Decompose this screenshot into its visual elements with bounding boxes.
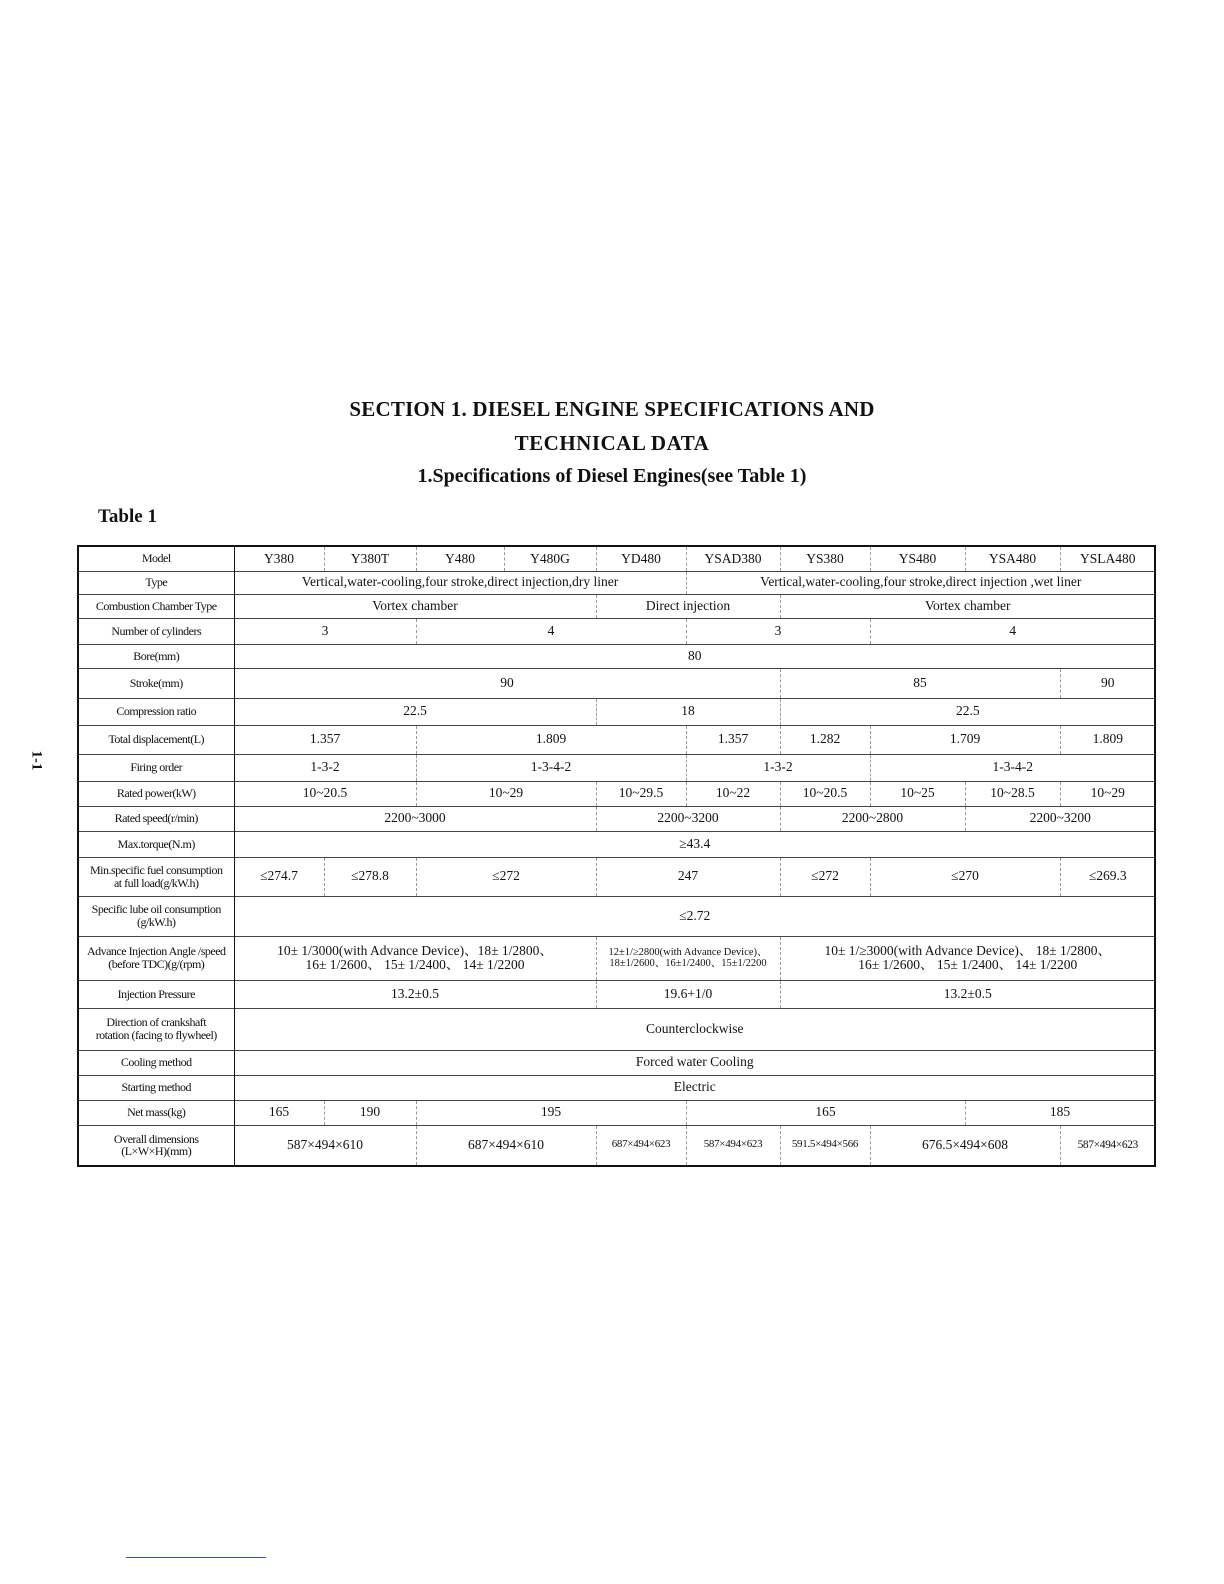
value-cell: 10~29 (1060, 781, 1155, 806)
row-label-line: (before TDC)(g/(rpm) (108, 957, 205, 971)
value-cell: 10~29 (416, 781, 596, 806)
value-cell: 2200~3200 (596, 806, 780, 831)
row-label: Compression ratio (78, 698, 234, 725)
value-cell: 4 (416, 618, 686, 644)
value-cell: 190 (324, 1100, 416, 1125)
value-line: 12±1/≥2800(with Advance Device)、 (608, 946, 768, 958)
row-label-line: Overall dimensions (113, 1131, 199, 1146)
value-cell: ≤269.3 (1060, 857, 1155, 896)
value-cell: 85 (780, 668, 1060, 698)
model-cell: YS380 (780, 546, 870, 571)
value-cell: Vortex chamber (234, 594, 596, 618)
model-cell: YSAD380 (686, 546, 780, 571)
value-cell: 10~29.5 (596, 781, 686, 806)
value-cell: 22.5 (780, 698, 1155, 725)
value-cell (234, 936, 596, 980)
footnote-rule (126, 1557, 266, 1558)
value-cell: 1-3-4-2 (870, 754, 1155, 781)
value-cell: 10~28.5 (965, 781, 1060, 806)
value-cell: 4 (870, 618, 1155, 644)
row-fuel (78, 857, 1155, 896)
table-caption: Table 1 (98, 506, 157, 527)
row-label (78, 896, 234, 936)
row-label: Number of cylinders (78, 618, 234, 644)
row-label-line: Specific lube oil consumption (91, 902, 221, 917)
row-compression (78, 698, 1155, 725)
row-label-line: Min.specific fuel consumption (90, 862, 223, 877)
value-cell: ≤272 (416, 857, 596, 896)
model-cell: YS480 (870, 546, 965, 571)
value-cell: 18 (596, 698, 780, 725)
value-cell: 1.709 (870, 725, 1060, 754)
spec-table (77, 545, 1156, 1167)
row-speed (78, 806, 1155, 831)
row-power (78, 781, 1155, 806)
value-cell: 13.2±0.5 (234, 980, 596, 1008)
row-label: Bore(mm) (78, 644, 234, 668)
row-lube (78, 896, 1155, 936)
value-cell: 587×494×623 (686, 1125, 780, 1166)
row-label-line: (L×W×H)(mm) (121, 1144, 192, 1159)
value-cell: 591.5×494×566 (780, 1125, 870, 1166)
value-cell: 2200~2800 (780, 806, 965, 831)
row-label: Cooling method (78, 1050, 234, 1075)
value-cell: 10~25 (870, 781, 965, 806)
row-label (78, 936, 234, 980)
row-label-line: rotation (facing to flywheel) (95, 1028, 217, 1042)
value-line: 18±1/2600、16±1/2400、15±1/2200 (609, 958, 767, 969)
value-cell: 1.809 (416, 725, 686, 754)
row-torque (78, 831, 1155, 857)
row-label (78, 1125, 234, 1166)
value-cell: 1.357 (234, 725, 416, 754)
section-heading: SECTION 1. DIESEL ENGINE SPECIFICATIONS AND (349, 397, 875, 421)
row-label: Injection Pressure (78, 980, 234, 1008)
value-line: 16± 1/2600、 15± 1/2400、 14± 1/2200 (858, 957, 1078, 972)
value-cell: 3 (234, 618, 416, 644)
row-pressure (78, 980, 1155, 1008)
value-cell: 587×494×623 (1060, 1125, 1155, 1166)
row-label: Firing order (78, 754, 234, 781)
model-cell: YSA480 (965, 546, 1060, 571)
row-label (78, 1008, 234, 1050)
row-mass (78, 1100, 1155, 1125)
value-line: 10± 1/≥3000(with Advance Device)、 18± 1/2800、 (824, 942, 1112, 958)
value-cell: ≤2.72 (234, 896, 1155, 936)
value-cell: 587×494×610 (234, 1125, 416, 1166)
row-type (78, 571, 1155, 594)
row-cylinders (78, 618, 1155, 644)
value-cell: ≤274.7 (234, 857, 324, 896)
row-dims (78, 1125, 1155, 1166)
value-cell: Direct injection (596, 594, 780, 618)
row-stroke (78, 668, 1155, 698)
row-label: Stroke(mm) (78, 668, 234, 698)
value-cell: 2200~3200 (965, 806, 1155, 831)
value-cell: ≤272 (780, 857, 870, 896)
value-cell: 1.282 (780, 725, 870, 754)
value-cell: 80 (234, 644, 1155, 668)
value-cell: 1-3-4-2 (416, 754, 686, 781)
row-label-line: at full load(g/kW.h) (113, 875, 199, 890)
value-cell: 3 (686, 618, 870, 644)
value-cell: 10~20.5 (780, 781, 870, 806)
value-cell: 90 (1060, 668, 1155, 698)
row-displacement (78, 725, 1155, 754)
model-cell: Y480 (416, 546, 504, 571)
row-firing (78, 754, 1155, 781)
subheading: 1.Specifications of Diesel Engines(see Table 1) (417, 465, 807, 487)
value-cell: 1-3-2 (234, 754, 416, 781)
value-cell: Vertical,water-cooling,four stroke,direct injection,dry liner (234, 571, 686, 594)
value-cell: 10~20.5 (234, 781, 416, 806)
value-cell: 22.5 (234, 698, 596, 725)
model-cell: Y480G (504, 546, 596, 571)
value-cell: Vertical,water-cooling,four stroke,direct injection ,wet liner (686, 571, 1155, 594)
value-cell: ≤270 (870, 857, 1060, 896)
row-label: Model (78, 546, 234, 571)
row-label: Combustion Chamber Type (78, 594, 234, 618)
value-cell: 687×494×610 (416, 1125, 596, 1166)
value-cell: 185 (965, 1100, 1155, 1125)
value-cell: 2200~3000 (234, 806, 596, 831)
model-cell: Y380T (324, 546, 416, 571)
row-combustion (78, 594, 1155, 618)
value-line: 16± 1/2600、 15± 1/2400、 14± 1/2200 (305, 957, 525, 972)
value-cell: Counterclockwise (234, 1008, 1155, 1050)
row-label: Max.torque(N.m) (78, 831, 234, 857)
value-cell: 195 (416, 1100, 686, 1125)
value-cell: ≥43.4 (234, 831, 1155, 857)
row-label: Starting method (78, 1075, 234, 1100)
row-label: Type (78, 571, 234, 594)
value-cell: 1-3-2 (686, 754, 870, 781)
row-label: Net mass(kg) (78, 1100, 234, 1125)
model-cell: YSLA480 (1060, 546, 1155, 571)
value-cell: 10~22 (686, 781, 780, 806)
row-label: Total displacement(L) (78, 725, 234, 754)
model-cell: Y380 (234, 546, 324, 571)
value-cell: Vortex chamber (780, 594, 1155, 618)
model-cell: YD480 (596, 546, 686, 571)
value-cell: ≤278.8 (324, 857, 416, 896)
value-cell: 13.2±0.5 (780, 980, 1155, 1008)
side-page-number: 1-1 (28, 750, 45, 771)
value-cell (596, 936, 780, 980)
value-cell: 1.357 (686, 725, 780, 754)
value-cell: 247 (596, 857, 780, 896)
row-rotation (78, 1008, 1155, 1050)
row-label: Rated speed(r/min) (78, 806, 234, 831)
row-label-line: (g/kW.h) (136, 915, 176, 929)
value-cell: Electric (234, 1075, 1155, 1100)
value-cell: 676.5×494×608 (870, 1125, 1060, 1166)
row-starting (78, 1075, 1155, 1100)
row-bore (78, 644, 1155, 668)
value-cell: 165 (234, 1100, 324, 1125)
value-cell: 1.809 (1060, 725, 1155, 754)
value-cell: 90 (234, 668, 780, 698)
value-line: 10± 1/3000(with Advance Device)、18± 1/2800、 (277, 942, 553, 958)
value-cell: Forced water Cooling (234, 1050, 1155, 1075)
row-model (78, 546, 1155, 571)
row-label-line: Direction of crankshaft (106, 1015, 207, 1030)
section-heading-continued: TECHNICAL DATA (514, 431, 710, 455)
value-cell: 165 (686, 1100, 965, 1125)
row-label (78, 857, 234, 896)
value-cell (780, 936, 1155, 980)
value-cell: 687×494×623 (596, 1125, 686, 1166)
value-cell: 19.6+1/0 (596, 980, 780, 1008)
row-label: Rated power(kW) (78, 781, 234, 806)
row-label-line: Advance Injection Angle /speed (86, 944, 226, 959)
row-injection (78, 936, 1155, 980)
row-cooling (78, 1050, 1155, 1075)
